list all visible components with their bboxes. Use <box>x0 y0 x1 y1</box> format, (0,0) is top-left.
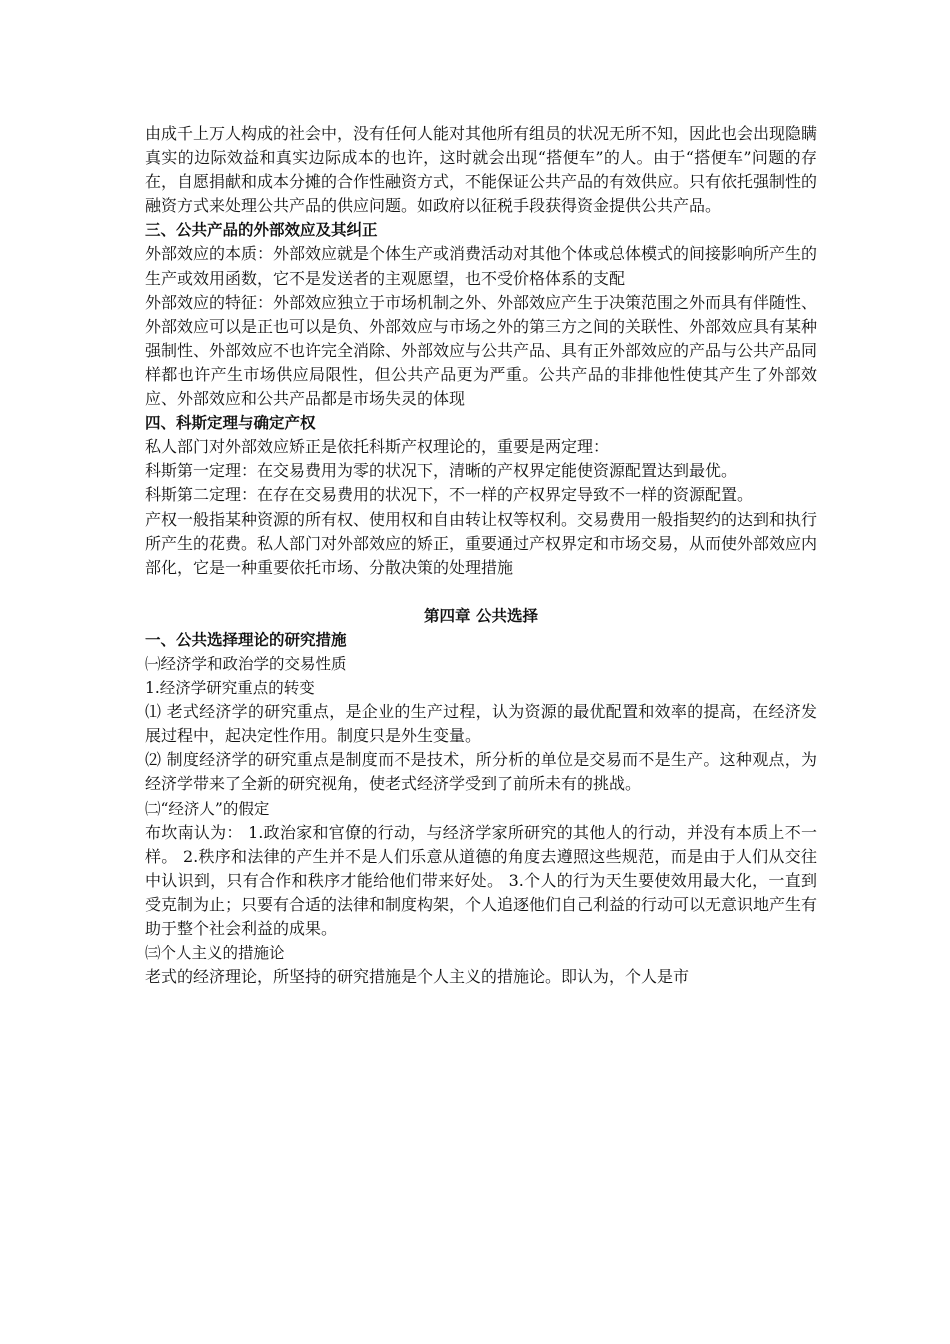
paragraph-individualism: 老式的经济理论，所坚持的研究措施是个人主义的措施论。即认为，个人是市 <box>145 967 690 987</box>
paragraph-externality-features: 外部效应的特征：外部效应独立于市场机制之外、外部效应产生于决策范围之外而具有伴随性、外部效应可以是正也可以是负、外部效应与市场之外的第三方之间的关联性、外部效应具有某种强制性、外部效应不也许完全消除、外部效应与公共产品、具有正外部效应的产品与公共产品同样都也许产生市场供应局限性，但公共产品更为严重。公共产品的非排他性使其产生了外部效应、外部效应和公共产品都是市场失灵的体现 <box>145 292 818 409</box>
subheading-exchange-nature: ㈠经济学和政治学的交易性质 <box>145 654 347 673</box>
paragraph-traditional-economics: ⑴ 老式经济学的研究重点，是企业的生产过程，认为资源的最优配置和效率的提高，在经济发展过程中，起决定性作用。制度只是外生变量。 <box>145 702 817 746</box>
paragraph-property-rights: 产权一般指某种资源的所有权、使用权和自由转让权等权利。交易费用一般指契约的达到和执行所产生的花费。私人部门对外部效应的矫正，重要通过产权界定和市场交易，从而使外部效应内部化，它是一种重要依托市场、分散决策的处理措施 <box>145 509 818 577</box>
heading-externality: 三、公共产品的外部效应及其纠正 <box>145 221 378 240</box>
document-page <box>145 122 817 989</box>
paragraph-institutional-economics: ⑵ 制度经济学的研究重点是制度而不是技术，所分析的单位是交易而不是生产。这种观点，为经济学带来了全新的研究视角，使老式经济学受到了前所未有的挑战。 <box>145 750 817 794</box>
paragraph-buchanan: 布坎南认为： 1.政治家和官僚的行动，与经济学家所研究的其他人的行动，并没有本质上不一样。 2.秩序和法律的产生并不是人们乐意从道德的角度去遵照这些规范，而是由于人们从交往中认识到，只有合作和秩序才能给他们带来好处。 3.个人的行为天生要使效用最大化，一直到受克制为止；只要有合适的法律和制度构架，个人追逐他们自己利益的行动可以无意识地产生有助于整个社会利益的成果。 <box>145 822 818 938</box>
subheading-individualism: ㈢个人主义的措施论 <box>145 944 285 963</box>
heading-public-choice-method: 一、公共选择理论的研究措施 <box>145 630 347 649</box>
chapter-title: 第四章 公共选择 <box>424 606 538 625</box>
paragraph-free-rider: 由成千上万人构成的社会中，没有任何人能对其他所有组员的状况无所不知，因此也会出现隐瞒真实的边际效益和真实边际成本的也许，这时就会出现“搭便车”的人。由于“搭便车”问题的存在，自愿捐献和成本分摊的合作性融资方式，不能保证公共产品的有效供应。只有依托强制性的融资方式来处理公共产品的供应问题。如政府以征税手段获得资金提供公共产品。 <box>145 124 818 216</box>
paragraph-coase-intro: 私人部门对外部效应矫正是依托科斯产权理论的，重要是两定理： <box>145 437 610 457</box>
paragraph-coase-first: 科斯第一定理：在交易费用为零的状况下，清晰的产权界定能使资源配置达到最优。 <box>145 461 738 481</box>
subheading-economic-man: ㈡“经济人”的假定 <box>145 799 270 818</box>
paragraph-externality-essence: 外部效应的本质：外部效应就是个体生产或消费活动对其他个体或总体模式的间接影响所产生的生产或效用函数，它不是发送者的主观愿望，也不受价格体系的支配 <box>145 244 818 288</box>
heading-coase: 四、科斯定理与确定产权 <box>145 414 316 433</box>
subheading-focus-shift: 1.经济学研究重点的转变 <box>145 679 315 698</box>
paragraph-coase-second: 科斯第二定理：在存在交易费用的状况下，不一样的产权界定导致不一样的资源配置。 <box>145 485 754 505</box>
